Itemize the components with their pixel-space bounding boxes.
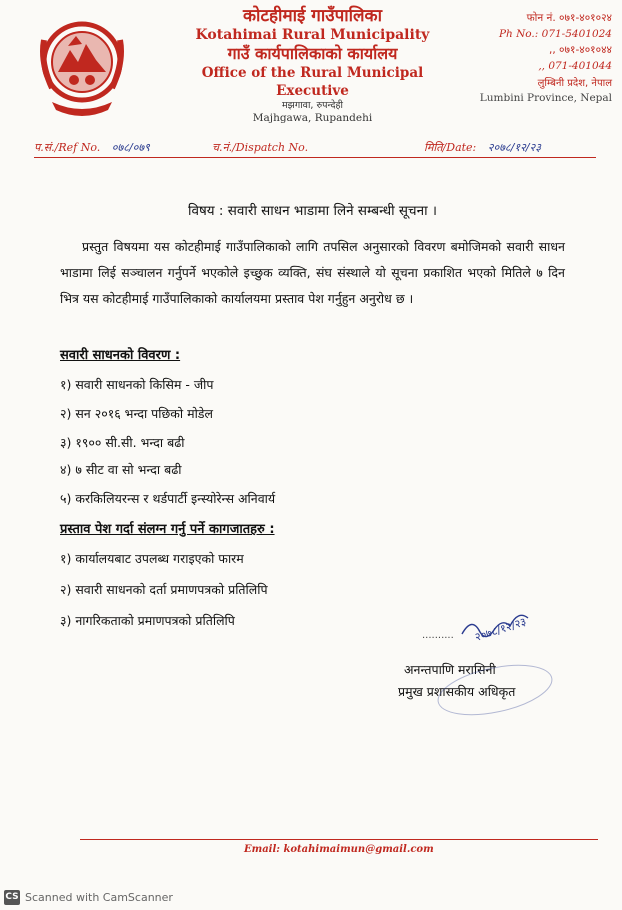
municipality-name-en: Kotahimai Rural Municipality bbox=[195, 27, 430, 43]
ref-no-value: ०७८/०७९ bbox=[111, 141, 150, 154]
ref-no-label: प.सं./Ref No. bbox=[34, 141, 101, 154]
dispatch-no-label: च.नं./Dispatch No. bbox=[212, 141, 309, 154]
subject-line: विषय : सवारी साधन भाडामा लिने सम्बन्धी सूचना । bbox=[187, 203, 438, 219]
date-label: मिति/Date: bbox=[424, 141, 477, 154]
footer-email: Email: kotahimaimun@gmail.com bbox=[244, 844, 434, 855]
contact-block bbox=[462, 10, 612, 105]
phone2-en: ,, 071-401044 bbox=[538, 60, 612, 72]
official-seal-icon bbox=[430, 660, 560, 720]
office-name-np: गाउँ कार्यपालिकाको कार्यालय bbox=[227, 44, 398, 63]
vehicle-item: ५) करकिलियरन्स र थर्डपार्टी इन्स्योरेन्स अनिवार्य bbox=[60, 491, 276, 506]
office-name-en: Office of the Rural Municipal Executive bbox=[201, 65, 424, 99]
signature-date: २०७८/१२/२३ bbox=[473, 615, 528, 644]
notice-paragraph: प्रस्तुत विषयमा यस कोटहीमाई गाउँपालिकाको लागि तपसिल अनुसारको विवरण बमोजिमको सवारी साधन भाडामा लिई सञ्चालन गर्नुपर्ने भएकोले इच्छुक व्यक्ति, संघ संस्थाले यो सूचना प्रकाशित भएको मितिले ७ दिन भित्र यस कोटहीमाई गाउँपालिकाको कार्यालयमा प्रस्ताव पेश गर्नुहुन अनुरोध छ । bbox=[60, 239, 565, 306]
nepal-emblem-icon bbox=[38, 10, 126, 120]
reference-divider bbox=[34, 157, 596, 158]
document-item: ३) नागरिकताको प्रमाणपत्रको प्रतिलिपि bbox=[60, 613, 235, 628]
signatory-name: अनन्तपाणि मरासिनी bbox=[404, 662, 496, 677]
vehicle-item: ४) ७ सीट वा सो भन्दा बढी bbox=[60, 462, 182, 477]
document-item: २) सवारी साधनको दर्ता प्रमाणपत्रको प्रतिलिपि bbox=[60, 582, 268, 597]
phone-en: Ph No.: 071-5401024 bbox=[498, 28, 612, 40]
signature-dots: .......... bbox=[422, 630, 454, 641]
phone-np: फोन नं. ०७१-४०१०२४ bbox=[526, 12, 612, 24]
footer-divider bbox=[80, 839, 598, 840]
signature-scribble bbox=[418, 604, 548, 654]
documents-heading: प्रस्ताव पेश गर्दा संलग्न गर्नु पर्ने कागजातहरु : bbox=[60, 522, 275, 537]
province-np: लुम्बिनी प्रदेश, नेपाल bbox=[537, 78, 612, 89]
date-value: २०७८/१२/२३ bbox=[487, 141, 541, 154]
dispatch-no bbox=[212, 140, 316, 155]
province-en: Lumbini Province, Nepal bbox=[479, 92, 612, 104]
camscanner-logo-icon: CS bbox=[4, 890, 20, 905]
ref-no bbox=[34, 140, 150, 155]
vehicle-item: १) सवारी साधनको किसिम - जीप bbox=[60, 377, 214, 392]
location-np: मझगावा, रुपन्देही bbox=[281, 100, 344, 111]
date bbox=[424, 140, 541, 155]
location-en: Majhgawa, Rupandehi bbox=[252, 112, 373, 124]
vehicle-item: ३) १९०० सी.सी. भन्दा बढी bbox=[60, 435, 185, 450]
vehicle-details-heading: सवारी साधनको विवरण : bbox=[60, 348, 181, 363]
municipality-name-np: कोटहीमाई गाउँपालिका bbox=[242, 6, 383, 26]
vehicle-item: २) सन २०१६ भन्दा पछिको मोडेल bbox=[60, 406, 213, 421]
letterhead-title-block bbox=[170, 6, 455, 125]
document-item: १) कार्यालयबाट उपलब्ध गराइएको फारम bbox=[60, 551, 244, 566]
phone2-np: ,, ०७१-४०१०४४ bbox=[549, 44, 612, 56]
camscanner-text: Scanned with CamScanner bbox=[25, 891, 173, 904]
signatory-title: प्रमुख प्रशासकीय अधिकृत bbox=[398, 684, 516, 699]
